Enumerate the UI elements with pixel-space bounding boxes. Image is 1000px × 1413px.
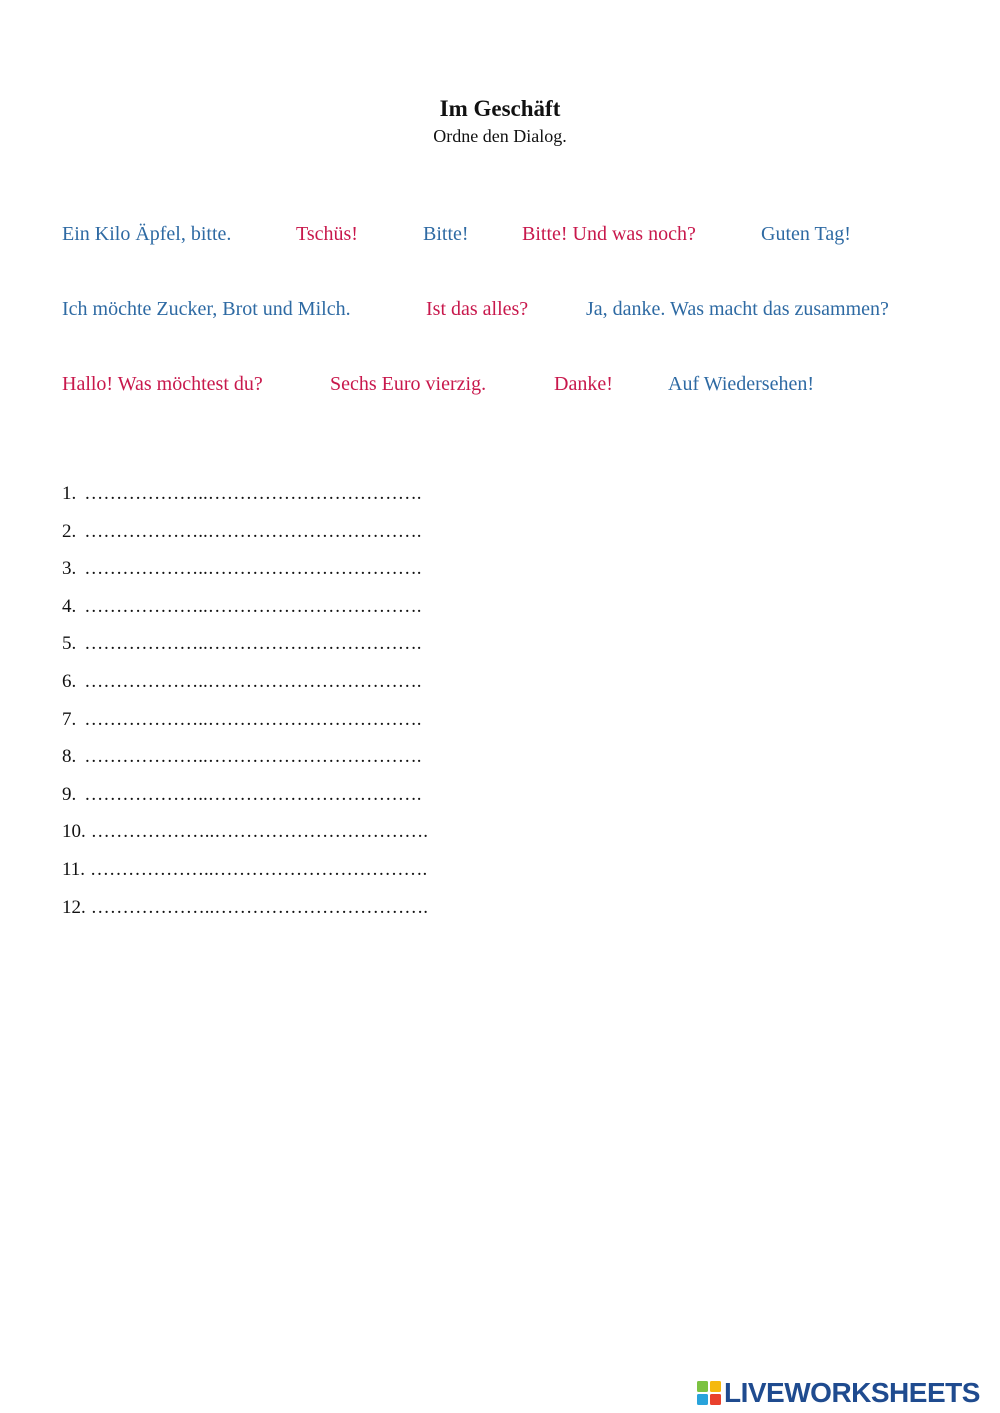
- answer-blank[interactable]: ………………..…………………………….: [84, 708, 422, 730]
- answer-blank[interactable]: ………………..…………………………….: [84, 633, 422, 655]
- page-title: Im Geschäft: [439, 96, 561, 121]
- answer-line-number: 12.: [62, 896, 86, 918]
- answer-blank[interactable]: ………………..…………………………….: [84, 558, 422, 580]
- phrase-bitte[interactable]: Bitte!: [423, 223, 469, 245]
- answer-line[interactable]: [62, 630, 428, 668]
- answer-line[interactable]: [62, 480, 428, 518]
- answer-blank[interactable]: ………………..…………………………….: [84, 746, 422, 768]
- liveworksheets-logo[interactable]: [697, 1376, 980, 1410]
- answer-line[interactable]: [62, 518, 428, 556]
- answer-line[interactable]: [62, 743, 428, 781]
- answer-line[interactable]: [62, 781, 428, 819]
- answer-line-number: 5.: [62, 633, 77, 655]
- phrase-auf-wiedersehen[interactable]: Auf Wiedersehen!: [668, 373, 814, 395]
- phrase-danke[interactable]: Danke!: [554, 373, 613, 395]
- answer-blank[interactable]: ………………..…………………………….: [84, 595, 422, 617]
- answer-line-number: 2.: [62, 520, 77, 542]
- answer-blank[interactable]: ………………..…………………………….: [84, 783, 422, 805]
- answer-blank[interactable]: ………………..…………………………….: [90, 821, 428, 843]
- answer-line[interactable]: [62, 856, 428, 894]
- answer-line[interactable]: [62, 668, 428, 706]
- answer-line[interactable]: [62, 818, 428, 856]
- answer-line[interactable]: [62, 894, 428, 932]
- answer-line[interactable]: [62, 593, 428, 631]
- answer-blank[interactable]: ………………..…………………………….: [84, 520, 422, 542]
- answer-blank[interactable]: ………………..…………………………….: [84, 670, 422, 692]
- answer-blank[interactable]: ………………..…………………………….: [90, 858, 428, 880]
- phrase-ja-danke-was-macht[interactable]: Ja, danke. Was macht das zusammen?: [586, 298, 889, 320]
- answer-line-number: 11.: [62, 858, 86, 880]
- answer-line-number: 8.: [62, 746, 77, 768]
- phrase-row-3: [0, 371, 1000, 401]
- phrase-guten-tag[interactable]: Guten Tag!: [761, 223, 851, 245]
- phrase-bitte-und-was-noch[interactable]: Bitte! Und was noch?: [522, 223, 696, 245]
- answer-lines: [62, 480, 428, 931]
- liveworksheets-logo-text: LIVEWORKSHEETS: [724, 1377, 980, 1408]
- liveworksheets-logo-icon: [697, 1381, 721, 1405]
- phrase-row-1: [0, 221, 1000, 251]
- phrase-ich-moechte-zucker[interactable]: Ich möchte Zucker, Brot und Milch.: [62, 298, 351, 320]
- answer-line-number: 7.: [62, 708, 77, 730]
- phrase-row-2: [0, 296, 1000, 326]
- answer-line[interactable]: [62, 706, 428, 744]
- answer-line-number: 9.: [62, 783, 77, 805]
- answer-line-number: 10.: [62, 821, 86, 843]
- phrase-ein-kilo-aepfel[interactable]: Ein Kilo Äpfel, bitte.: [62, 223, 232, 245]
- answer-line-number: 6.: [62, 670, 77, 692]
- answer-blank[interactable]: ………………..…………………………….: [84, 483, 422, 504]
- page-subtitle: Ordne den Dialog.: [433, 126, 567, 146]
- answer-blank[interactable]: ………………..…………………………….: [90, 896, 428, 918]
- answer-line[interactable]: [62, 555, 428, 593]
- phrase-tschues[interactable]: Tschüs!: [296, 223, 358, 245]
- phrase-hallo-was-moechtest-du[interactable]: Hallo! Was möchtest du?: [62, 373, 263, 395]
- phrase-ist-das-alles[interactable]: Ist das alles?: [426, 298, 529, 320]
- answer-line-number: 4.: [62, 595, 77, 617]
- answer-line-number: 3.: [62, 558, 77, 580]
- answer-line-number: 1.: [62, 483, 77, 504]
- phrase-sechs-euro-vierzig[interactable]: Sechs Euro vierzig.: [330, 373, 487, 395]
